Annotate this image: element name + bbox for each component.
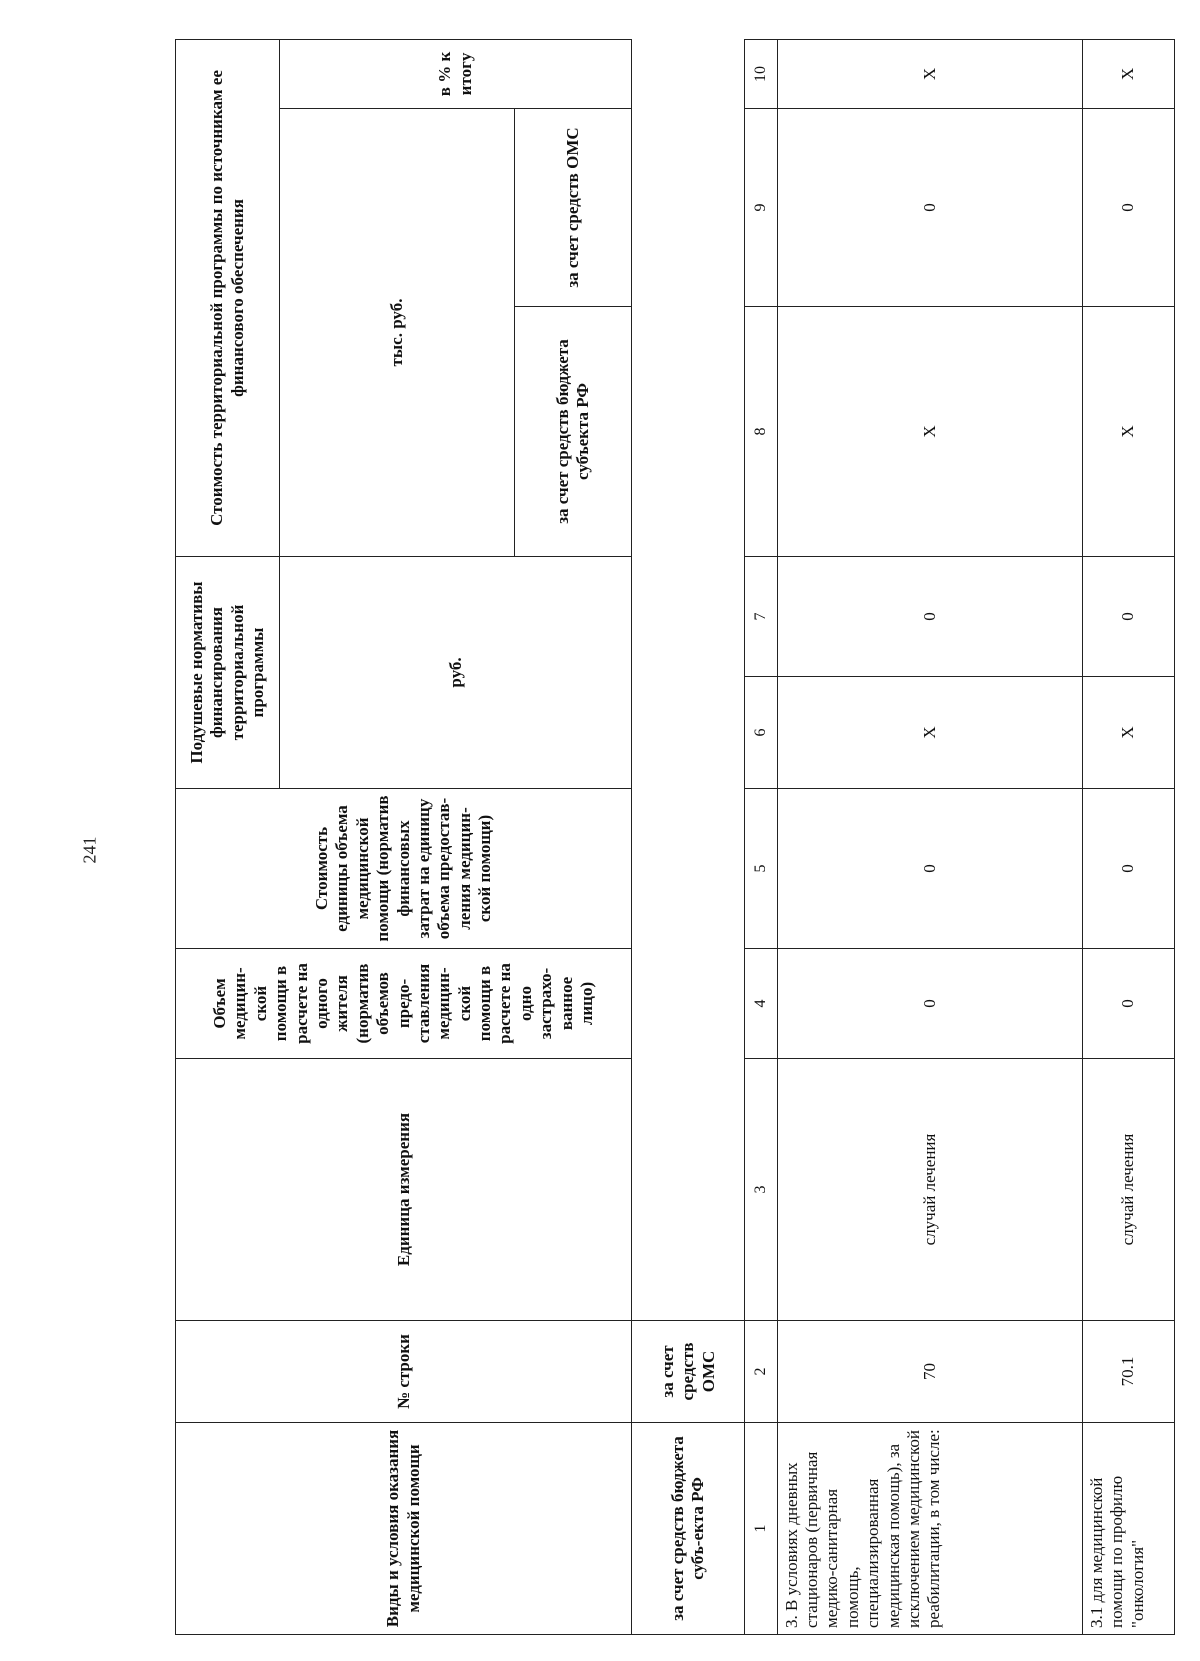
row-unit: случай лечения — [777, 1059, 1082, 1321]
header-percent: в % к итогу — [280, 39, 632, 108]
column-number: 7 — [745, 557, 777, 677]
column-number: 2 — [745, 1321, 777, 1423]
column-number: 10 — [745, 39, 777, 108]
header-line-number: № строки — [176, 1321, 632, 1423]
row-line-number: 70.1 — [1082, 1321, 1174, 1423]
row-label: 3. В условиях дневных стационаров (первичная медико-санитарная помощь, специализированная медицинская помощь), за исключением медицинской реабилитации, в том числе: — [777, 1423, 1082, 1635]
column-number: 9 — [745, 109, 777, 307]
table-container — [175, 40, 1175, 1635]
row-volume: 0 — [777, 949, 1082, 1059]
header-cost-group: Стоимость территориальной программы по источникам ее финансового обеспечения — [176, 39, 280, 556]
header-per-capita-group: Подушевые нормативы финансирования территориальной программы — [176, 557, 280, 789]
row-line-number: 70 — [777, 1321, 1082, 1423]
column-number: 3 — [745, 1059, 777, 1321]
header-cost-unit: тыс. руб. — [280, 109, 515, 557]
row-percent: X — [1082, 39, 1174, 108]
row-unit: случай лечения — [1082, 1059, 1174, 1321]
header-unit-cost: Стоимость единицы объема медицинской помощи (норматив финансовых затрат на единицу объема предостав-ления медицин-ской помощи) — [176, 789, 632, 949]
header-cost-oms: за счет средств ОМС — [514, 109, 631, 307]
financing-table — [175, 39, 1175, 1635]
header-per-capita-unit: руб. — [280, 557, 632, 789]
column-number: 1 — [745, 1423, 777, 1635]
column-number-row — [745, 39, 777, 1634]
row-unit-cost: 0 — [777, 789, 1082, 949]
header-unit: Единица измерения — [176, 1059, 632, 1321]
header-volume: Объем медицин-ской помощи в расчете на одного жителя (норматив объемов предо-ставления медицин-ской помощи в расчете на одно застрахо-ванное лицо) — [176, 949, 632, 1059]
header-cost-budget: за счет средств бюджета субъекта РФ — [514, 307, 631, 557]
row-cost-budget: X — [1082, 307, 1174, 557]
row-percent: X — [777, 39, 1082, 108]
rotated-table-frame — [175, 40, 1175, 1635]
row-label: 3.1 для медицинской помощи по профилю "онкология" — [1082, 1423, 1174, 1635]
row-unit-cost: 0 — [1082, 789, 1174, 949]
row-cost-oms: 0 — [777, 109, 1082, 307]
row-volume: 0 — [1082, 949, 1174, 1059]
column-number: 8 — [745, 307, 777, 557]
column-number: 6 — [745, 677, 777, 789]
row-per-capita-oms: 0 — [777, 557, 1082, 677]
row-per-capita-budget: X — [1082, 677, 1174, 789]
table-row — [1082, 39, 1174, 1634]
table-row — [777, 39, 1082, 1634]
column-number: 4 — [745, 949, 777, 1059]
header-row-1 — [176, 39, 280, 1634]
header-per-capita-oms: за счет средств ОМС — [632, 1321, 745, 1423]
row-cost-budget: X — [777, 307, 1082, 557]
header-row-4 — [632, 39, 745, 1634]
header-kind-conditions: Виды и условия оказания медицинской помощи — [176, 1423, 632, 1635]
header-per-capita-budget: за счет средств бюджета субъ-екта РФ — [632, 1423, 745, 1635]
row-cost-oms: 0 — [1082, 109, 1174, 307]
column-number: 5 — [745, 789, 777, 949]
row-per-capita-oms: 0 — [1082, 557, 1174, 677]
row-per-capita-budget: X — [777, 677, 1082, 789]
page-number: 241 — [79, 836, 100, 864]
